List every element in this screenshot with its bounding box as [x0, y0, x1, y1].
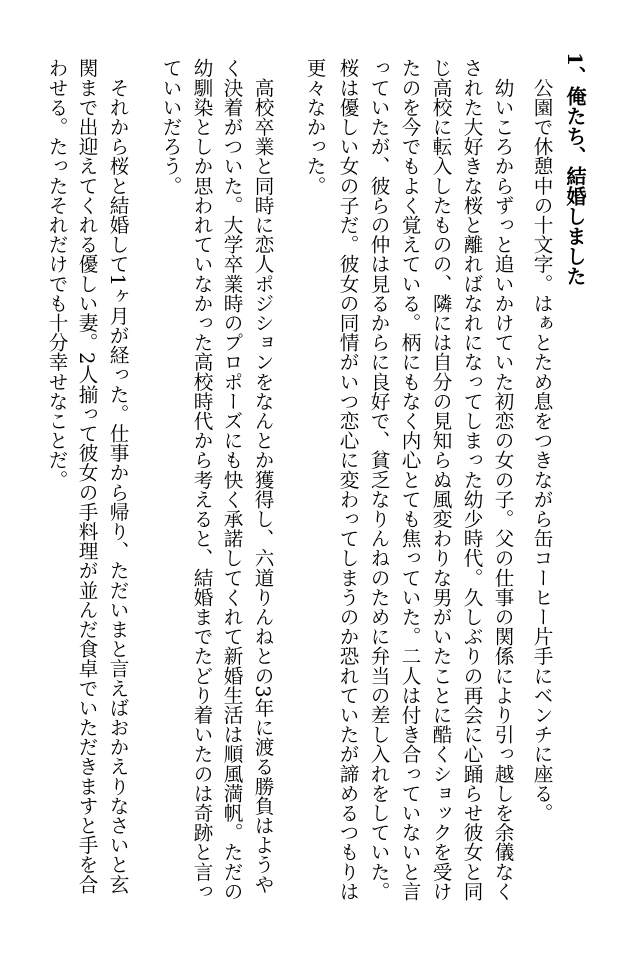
text-column: っていたが、彼らの仲は見るからに良好で、貧乏なりんねのために弁当の差し入れをしていた。 — [367, 58, 390, 901]
text-column: 更々なかった。 — [303, 58, 326, 196]
text-column: たのを今でもよく覚えている。柄にもなく内心とても焦っていた。二人は付き合っていないと言 — [398, 58, 421, 901]
text-column: 高校卒業と同時に恋人ポジションをなんとか獲得し、六道りんねとの3年に渡る勝負はようや — [251, 58, 274, 894]
text-column: 関まで出迎えてくれる優しい妻。2人揃って彼女の手料理が並んだ食卓でいただきますと手を合 — [75, 58, 98, 894]
text-column: 公園で休憩中の十文字。はぁとため息をつきながら缶コーヒー片手にベンチに座る。 — [530, 58, 553, 823]
text-column: 幼いころからずっと追いかけていた初恋の女の子。父の仕事の関係により引っ越しを余儀なく — [491, 58, 514, 901]
text-column: された大好きな桜と離ればなれになってしまった幼少時代。久しぶりの再会に心踊らせ彼女と同 — [460, 58, 483, 901]
chapter-heading: 1、俺たち、結婚しました — [563, 52, 587, 286]
text-column: ていいだろう。 — [159, 58, 182, 196]
text-column: わせる。たったそれだけでも十分幸せなことだ。 — [45, 58, 68, 490]
text-column: 幼馴染としか思われていなかった高校時代から考えると、結婚までたどり着いたのは奇跡と言っ — [190, 58, 213, 901]
text-column: じ高校に転入したものの、隣には自分の見知らぬ風変わりな男がいたことに酷くショックを受け — [429, 58, 452, 901]
text-column: く決着がついた。大学卒業時のプロポーズにも快く承諾してくれて新婚生活は順風満帆。ただの — [220, 58, 243, 901]
text-column: 桜は優しい女の子だ。彼女の同情がいつ恋心に変わってしまうのか恐れていたが諦めるつもりは — [336, 58, 359, 901]
text-column: それから桜と結婚して1ヶ月が経った。仕事から帰り、ただいまと言えばおかえりなさいと玄 — [106, 58, 129, 894]
